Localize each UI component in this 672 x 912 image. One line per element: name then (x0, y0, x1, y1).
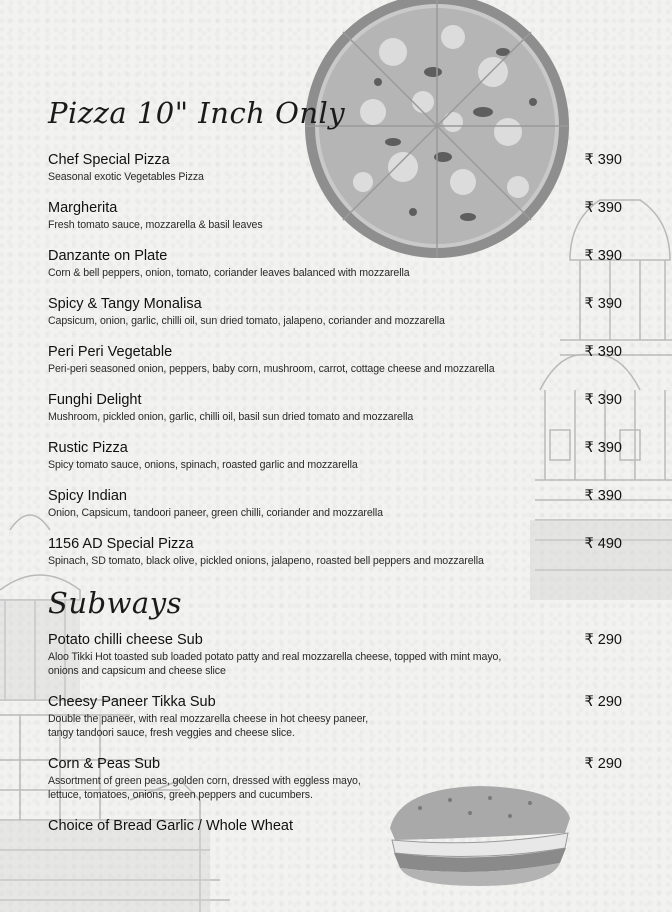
item-description-line: Aloo Tikki Hot toasted sub loaded potato patty and real mozzarella cheese, topped with mint mayo, (48, 651, 502, 663)
item-price: ₹ 290 (584, 632, 622, 648)
item-description-line: Assortment of green peas, golden corn, dressed with eggless mayo, (48, 775, 361, 787)
item-description (48, 650, 622, 678)
item-name: Corn & Peas Sub (48, 756, 161, 772)
menu-item-corn-peas-sub (48, 756, 622, 802)
item-name: Potato chilli cheese Sub (48, 632, 203, 648)
menu-item-1156-ad-special-pizza (48, 536, 622, 568)
item-name: Spicy & Tangy Monalisa (48, 296, 202, 312)
item-description: Fresh tomato sauce, mozzarella & basil leaves (48, 219, 263, 231)
item-price: ₹ 390 (584, 296, 622, 312)
item-price: ₹ 290 (584, 756, 622, 772)
item-name: Cheesy Paneer Tikka Sub (48, 694, 216, 710)
menu-item-spicy-indian (48, 488, 622, 520)
item-price: ₹ 490 (584, 536, 622, 552)
menu-item-cheesy-paneer-tikka-sub (48, 694, 622, 740)
item-description: Corn & bell peppers, onion, tomato, coriander leaves balanced with mozzarella (48, 267, 410, 279)
item-price: ₹ 290 (584, 694, 622, 710)
bread-choice-note: Choice of Bread Garlic / Whole Wheat (48, 818, 293, 834)
item-price: ₹ 390 (584, 488, 622, 504)
item-price: ₹ 390 (584, 392, 622, 408)
menu-item-peri-peri-vegetable (48, 344, 622, 376)
menu-item-danzante-on-plate (48, 248, 622, 280)
menu-item-chef-special-pizza (48, 152, 622, 184)
menu-item-rustic-pizza (48, 440, 622, 472)
menu-item-margherita (48, 200, 622, 232)
item-description: Peri-peri seasoned onion, peppers, baby corn, mushroom, carrot, cottage cheese and mozzarella (48, 363, 495, 375)
item-name: Margherita (48, 200, 118, 216)
item-description (48, 712, 622, 740)
item-description-line: onions and capsicum and cheese slice (48, 665, 226, 677)
item-price: ₹ 390 (584, 248, 622, 264)
pizza-section-title: Pizza 10" Inch Only (48, 96, 346, 130)
item-price: ₹ 390 (584, 200, 622, 216)
menu-item-potato-chilli-cheese-sub (48, 632, 622, 678)
menu-item-funghi-delight (48, 392, 622, 424)
item-price: ₹ 390 (584, 440, 622, 456)
item-description: Capsicum, onion, garlic, chilli oil, sun dried tomato, jalapeno, coriander and mozzarella (48, 315, 445, 327)
item-name: Peri Peri Vegetable (48, 344, 173, 360)
item-description (48, 774, 622, 802)
item-description-line: lettuce, tomatoes, onions, green peppers and cucumbers. (48, 789, 313, 801)
item-description: Spicy tomato sauce, onions, spinach, roasted garlic and mozzarella (48, 459, 358, 471)
item-description: Mushroom, pickled onion, garlic, chilli oil, basil sun dried tomato and mozzarella (48, 411, 414, 423)
subways-section-title: Subways (48, 586, 182, 620)
item-name: Rustic Pizza (48, 440, 128, 456)
item-name: Danzante on Plate (48, 248, 168, 264)
item-name: Funghi Delight (48, 392, 142, 408)
item-description-line: tangy tandoori sauce, fresh veggies and cheese slice. (48, 727, 295, 739)
item-name: Spicy Indian (48, 488, 127, 504)
item-description-line: Double the paneer, with real mozzarella cheese in hot cheesy paneer, (48, 713, 369, 725)
item-price: ₹ 390 (584, 344, 622, 360)
item-description: Seasonal exotic Vegetables Pizza (48, 171, 204, 183)
item-description: Spinach, SD tomato, black olive, pickled onions, jalapeno, roasted bell peppers and mozzarella (48, 555, 484, 567)
item-name: Chef Special Pizza (48, 152, 170, 168)
item-name: 1156 AD Special Pizza (48, 536, 194, 552)
item-price: ₹ 390 (584, 152, 622, 168)
item-description: Onion, Capsicum, tandoori paneer, green chilli, coriander and mozzarella (48, 507, 383, 519)
menu-item-spicy-tangy-monalisa (48, 296, 622, 328)
